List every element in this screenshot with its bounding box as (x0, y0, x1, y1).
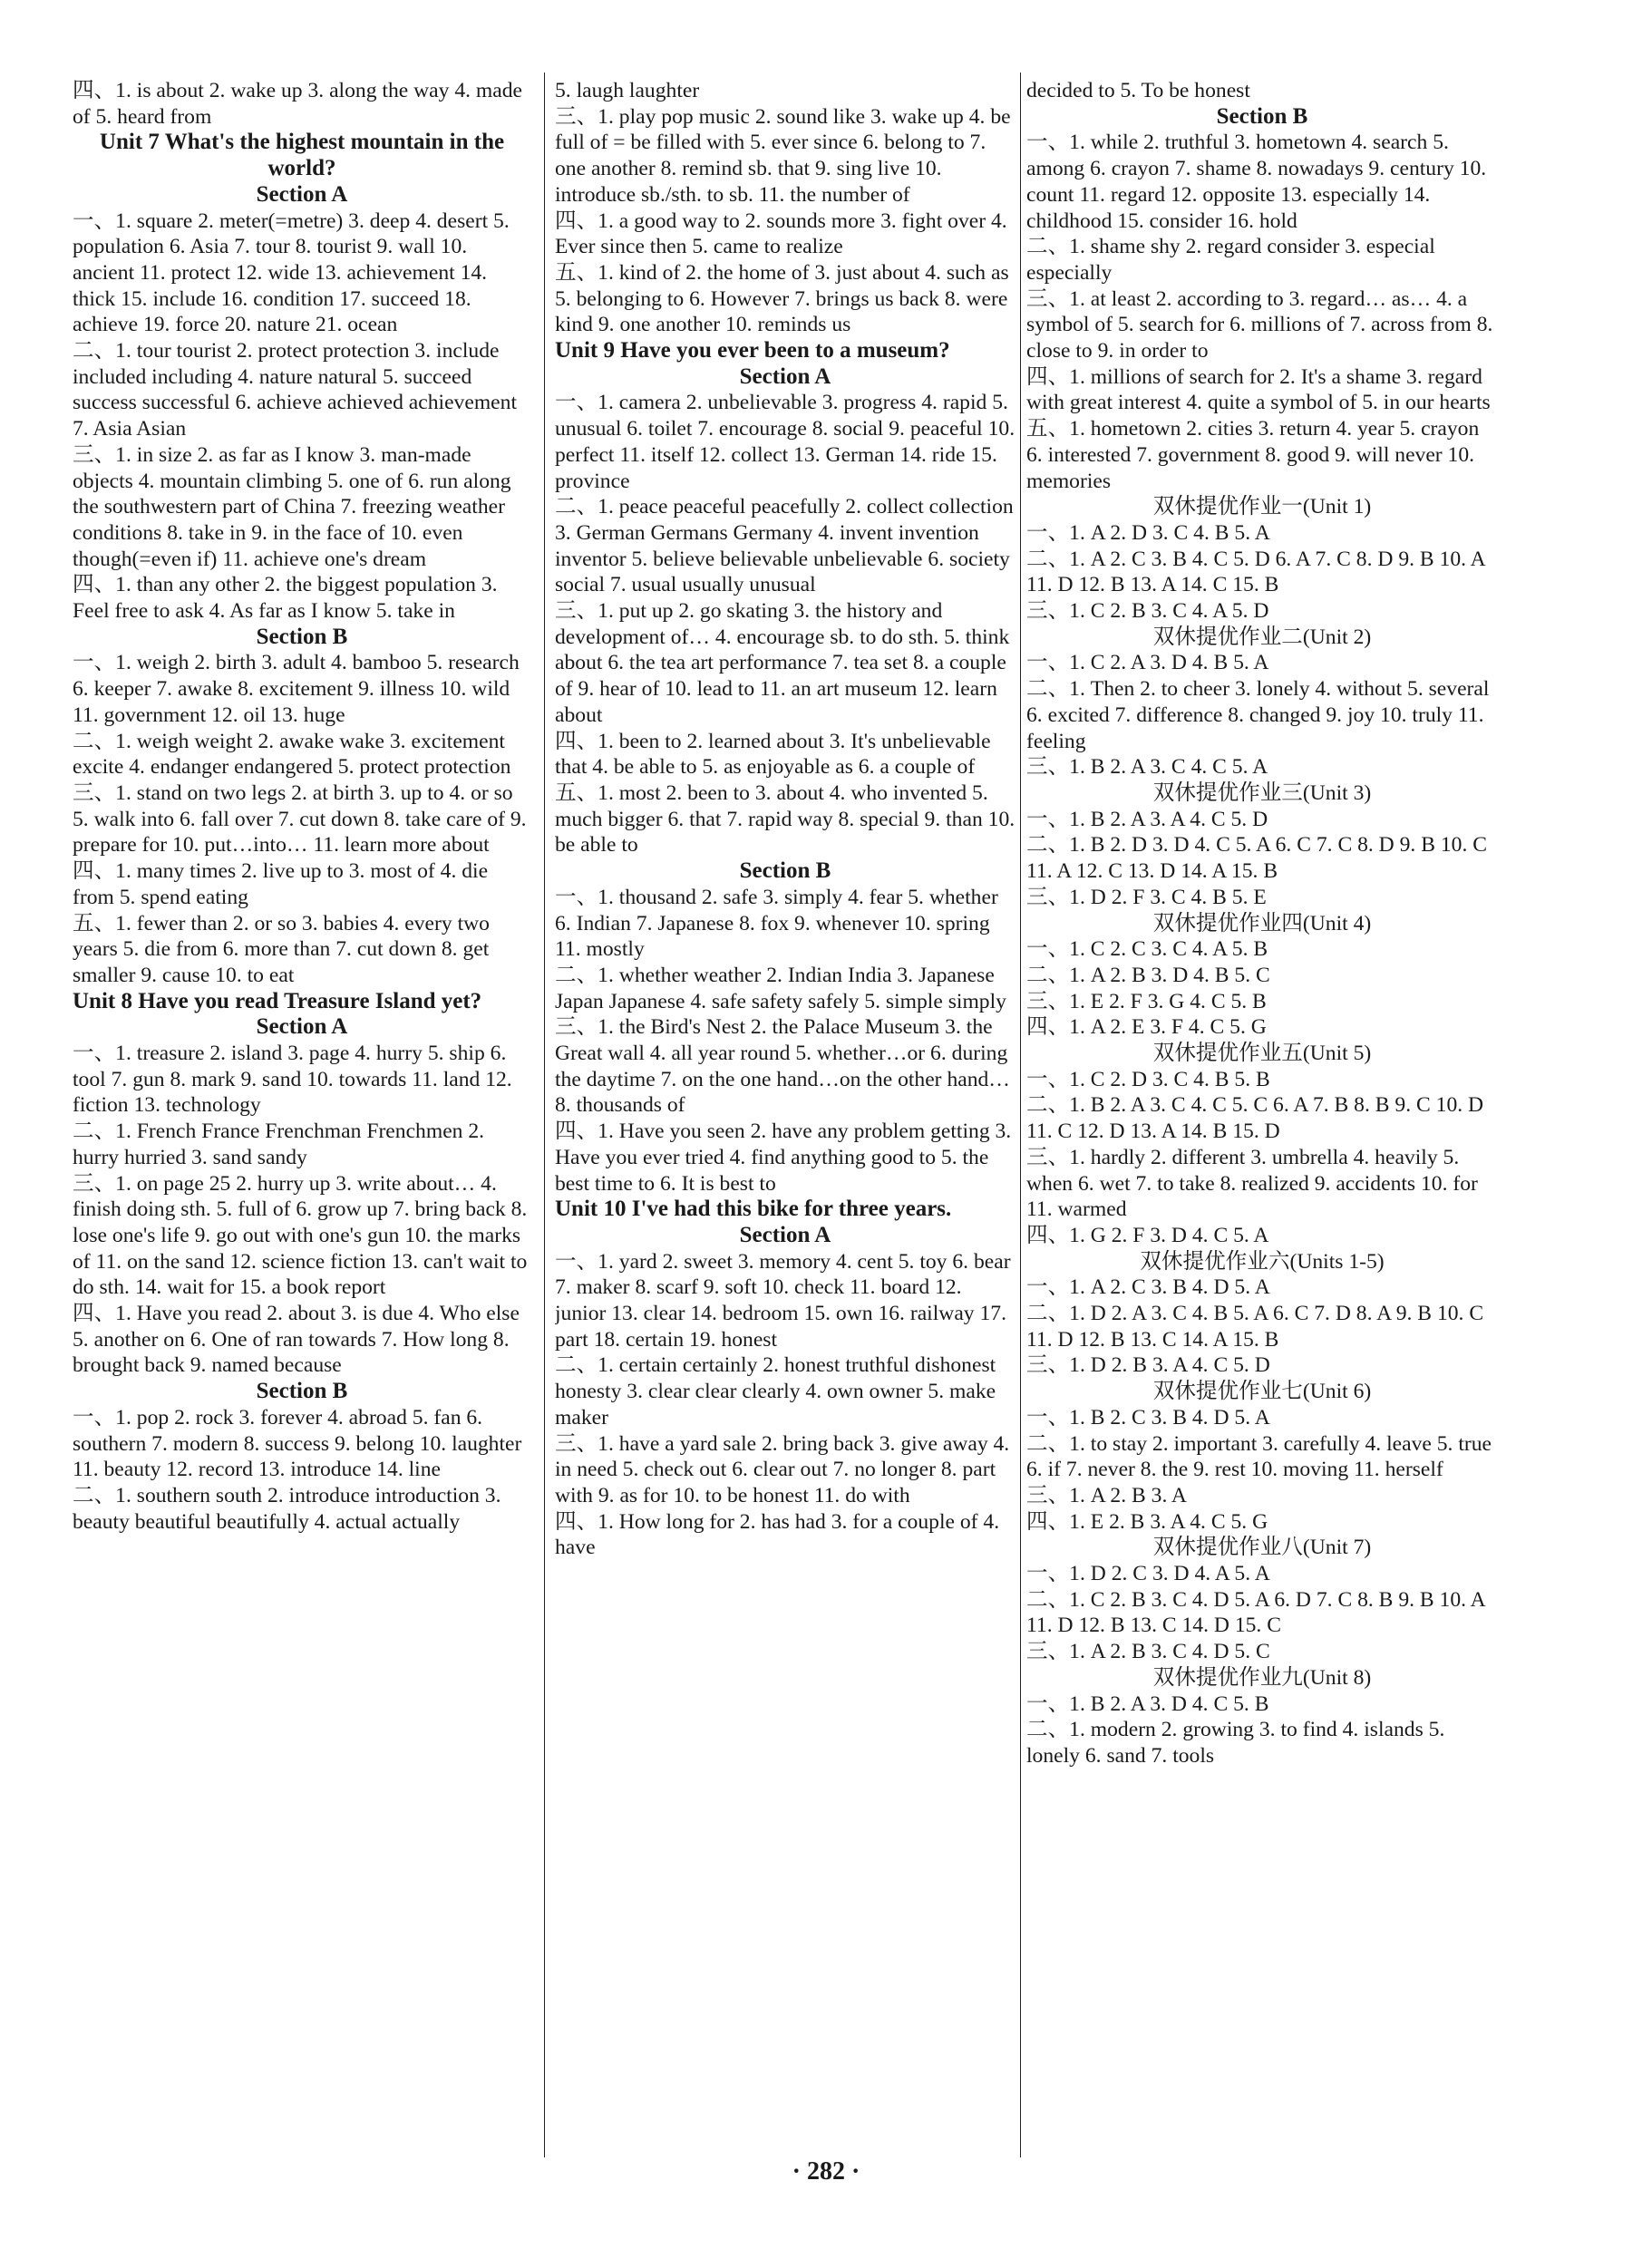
answer-line: 三、1. D 2. B 3. A 4. C 5. D (1026, 1353, 1270, 1378)
answer-line: 一、1. yard 2. sweet 3. memory 4. cent 5. toy 6. bear 7. maker 8. scarf 9. soft 10. check 11. board 12. junior 13. clear 14. bedroom 15. own 16. railway 17. part 18. certain 19. honest (555, 1249, 1011, 1352)
homework-heading: 双休提优作业五(Unit 5) (1152, 1042, 1372, 1066)
column-2 (555, 78, 1015, 2154)
answer-line: 一、1. C 2. D 3. C 4. B 5. B (1026, 1067, 1270, 1091)
answer-line: 五、1. kind of 2. the home of 3. just about 4. such as 5. belonging to 6. However 7. brings us back 8. were kind 9. one another 10. reminds us (555, 260, 1009, 337)
answer-line: 五、1. fewer than 2. or so 3. babies 4. every two years 5. die from 6. more than 7. cut down 8. get smaller 9. cause 10. to eat (73, 911, 490, 987)
answer-line: 一、1. square 2. meter(=metre) 3. deep 4. desert 5. population 6. Asia 7. tour 8. tourist 9. wall 10. ancient 11. protect 12. wide 13. achievement 14. thick 15. include 16. condition 17. succeed 18. achieve 19. force 20. nature 21. ocean (73, 208, 510, 337)
answer-line: 五、1. most 2. been to 3. about 4. who invented 5. much bigger 6. that 7. rapid way 8. special 9. than 10. be able to (555, 780, 1015, 858)
answer-line: 二、1. D 2. A 3. C 4. B 5. A 6. C 7. D 8. A 9. B 10. C 11. D 12. B 13. C 14. A 15. B (1026, 1302, 1484, 1352)
answer-line: 一、1. pop 2. rock 3. forever 4. abroad 5. fan 6. southern 7. modern 8. success 9. belong 10. laughter 11. beauty 12. record 13. introduce 14. line (73, 1405, 522, 1482)
homework-heading: 双休提优作业四(Unit 4) (1152, 911, 1372, 935)
answer-line: 四、1. How long for 2. has had 3. for a couple of 4. have (555, 1509, 1000, 1560)
section-heading: Section A (256, 1014, 348, 1040)
homework-heading: 双休提优作业二(Unit 2) (1152, 625, 1372, 649)
answer-line: 三、1. play pop music 2. sound like 3. wake up 4. be full of = be filled with 5. ever since 6. belong to 7. one another 8. remind sb. that 9. sing live 10. introduce sb./sth. to sb. 11. the number of (555, 104, 1011, 207)
answer-line: 三、1. hardly 2. different 3. umbrella 4. heavily 5. when 6. wet 7. to take 8. realized 9. accidents 10. for 11. warmed (1026, 1145, 1478, 1222)
answer-line: 一、1. A 2. C 3. B 4. D 5. A (1026, 1275, 1270, 1300)
answer-line: 三、1. the Bird's Nest 2. the Palace Museum 3. the Great wall 4. all year round 5. whether…or 6. during the daytime 7. on the one hand…on the other hand… 8. thousands of (555, 1015, 1010, 1118)
answer-line: 四、1. Have you seen 2. have any problem getting 3. Have you ever tried 4. find anything good to 5. the best time to 6. It is best to (555, 1119, 1012, 1196)
answer-line: 三、1. C 2. B 3. C 4. A 5. D (1026, 599, 1269, 624)
column-1 (73, 78, 531, 2154)
answer-line: 三、1. in size 2. as far as I know 3. man-made objects 4. mountain climbing 5. one of 6. run along the southwestern part of China 7. freezing weather conditions 8. take in 9. in the face of 10. even though(=even if) 11. achieve one's dream (73, 442, 511, 571)
answer-line: 三、1. D 2. F 3. C 4. B 5. E (1026, 885, 1267, 909)
answer-line: 四、1. a good way to 2. sounds more 3. fight over 4. Ever since then 5. came to realize (555, 208, 1007, 259)
answer-line: 二、1. certain certainly 2. honest truthful dishonest honesty 3. clear clear clearly 4. own owner 5. make maker (555, 1353, 996, 1430)
answer-line: 一、1. B 2. A 3. D 4. C 5. B (1026, 1691, 1269, 1716)
answer-line: 三、1. A 2. B 3. A (1026, 1483, 1187, 1507)
answer-line: 四、1. many times 2. live up to 3. most of 4. die from 5. spend eating (73, 859, 489, 909)
answer-line: 二、1. C 2. B 3. C 4. D 5. A 6. D 7. C 8. B 9. B 10. A 11. D 12. B 13. C 14. D 15. C (1026, 1587, 1485, 1638)
answer-line: 四、1. millions of search for 2. It's a shame 3. regard with great interest 4. quite a symbol of 5. in our hearts (1026, 364, 1491, 415)
section-heading: Section A (256, 181, 348, 207)
answer-line: 一、1. B 2. C 3. B 4. D 5. A (1026, 1405, 1270, 1430)
homework-heading: 双休提优作业六(Units 1-5) (1140, 1249, 1385, 1274)
answer-line: 二、1. Then 2. to cheer 3. lonely 4. without 5. several 6. excited 7. difference 8. changed 9. joy 10. truly 11. feeling (1026, 677, 1490, 753)
homework-heading: 双休提优作业九(Unit 8) (1152, 1665, 1372, 1690)
section-heading: Section B (739, 858, 831, 884)
answer-line: 三、1. put up 2. go skating 3. the history and development of… 4. encourage sb. to do sth. 5. think about 6. the tea art performance 7. tea set 8. a couple of 9. hear of 10. lead to 11. an art museum 12. learn about (555, 599, 1010, 727)
answer-line: 五、1. hometown 2. cities 3. return 4. year 5. crayon 6. interested 7. government 8. good 9. will never 10. memories (1026, 417, 1480, 493)
answer-line: 二、1. to stay 2. important 3. carefully 4. leave 5. true 6. if 7. never 8. the 9. rest 10. moving 11. herself (1026, 1431, 1492, 1482)
answer-line: 一、1. thousand 2. safe 3. simply 4. fear 5. whether 6. Indian 7. Japanese 8. fox 9. whenever 10. spring 11. mostly (555, 885, 998, 962)
answer-line: 一、1. B 2. A 3. A 4. C 5. D (1026, 807, 1268, 831)
answer-line: 四、1. G 2. F 3. D 4. C 5. A (1026, 1223, 1269, 1247)
answer-line: 三、1. stand on two legs 2. at birth 3. up to 4. or so 5. walk into 6. fall over 7. cut down 8. take care of 9. prepare for 10. put…into… 11. learn more about (73, 780, 527, 858)
answer-line: 二、1. peace peaceful peacefully 2. collect collection 3. German Germans Germany 4. invent invention inventor 5. believe believable unbelievable 6. society social 7. usual usually unusual (555, 495, 1014, 597)
section-heading: Section B (256, 624, 348, 649)
homework-heading: 双休提优作业七(Unit 6) (1152, 1380, 1372, 1404)
unit-heading: Unit 7 What's the highest mountain in the world? (99, 130, 505, 181)
answer-line: 三、1. B 2. A 3. C 4. C 5. A (1026, 755, 1268, 780)
column-divider (544, 73, 545, 2157)
answer-line: 一、1. while 2. truthful 3. hometown 4. search 5. among 6. crayon 7. shame 8. nowadays 9. century 10. count 11. regard 12. opposite 13. especially 14. childhood 15. consider 16. hold (1026, 131, 1487, 233)
section-heading: Section A (739, 1222, 831, 1247)
homework-heading: 双休提优作业三(Unit 3) (1152, 780, 1372, 805)
answer-line: 三、1. have a yard sale 2. bring back 3. give away 4. in need 5. check out 6. clear out 7. no longer 8. part with 9. as for 10. to be honest 11. do with (555, 1431, 1010, 1507)
unit-heading: Unit 9 Have you ever been to a museum? (555, 338, 950, 363)
answer-line: 二、1. modern 2. growing 3. to find 4. islands 5. lonely 6. sand 7. tools (1026, 1718, 1445, 1768)
homework-heading: 双休提优作业一(Unit 1) (1152, 495, 1372, 519)
answer-line: 一、1. treasure 2. island 3. page 4. hurry 5. ship 6. tool 7. gun 8. mark 9. sand 10. towards 11. land 12. fiction 13. technology (73, 1042, 512, 1118)
answer-line: decided to 5. To be honest (1026, 79, 1250, 102)
answer-line: 一、1. C 2. A 3. D 4. B 5. A (1026, 651, 1269, 675)
section-heading: Section A (739, 363, 831, 389)
answer-line: 四、1. A 2. E 3. F 4. C 5. G (1026, 1015, 1267, 1040)
page-number: · 282 · (792, 2157, 860, 2186)
answer-line: 一、1. D 2. C 3. D 4. A 5. A (1026, 1562, 1270, 1586)
answer-line: 二、1. shame shy 2. regard consider 3. especial especially (1026, 235, 1435, 285)
homework-heading: 双休提优作业八(Unit 7) (1152, 1536, 1372, 1560)
answer-line: 二、1. whether weather 2. Indian India 3. Japanese Japan Japanese 4. safe safety safely 5. simple simply (555, 963, 1006, 1013)
answer-line: 二、1. B 2. A 3. C 4. C 5. C 6. A 7. B 8. B 9. C 10. D 11. C 12. D 13. A 14. B 15. D (1026, 1093, 1484, 1144)
answer-line: 5. laugh laughter (555, 79, 700, 102)
answer-line: 一、1. weigh 2. birth 3. adult 4. bamboo 5. research 6. keeper 7. awake 8. excitement 9. illness 10. wild 11. government 12. oil 13. huge (73, 651, 520, 727)
column-divider (1020, 73, 1021, 2157)
answer-line: 二、1. southern south 2. introduce introduction 3. beauty beautiful beautifully 4. actual actually (73, 1483, 501, 1534)
unit-heading: Unit 8 Have you read Treasure Island yet? (73, 988, 482, 1013)
answer-line: 一、1. A 2. D 3. C 4. B 5. A (1026, 520, 1270, 545)
answer-line: 二、1. tour tourist 2. protect protection 3. include included including 4. nature natural 5. succeed success successful 6. achieve achieved achievement 7. Asia Asian (73, 339, 517, 441)
answer-line: 二、1. weigh weight 2. awake wake 3. excitement excite 4. endanger endangered 5. protect protection (73, 729, 511, 780)
answer-line: 四、1. E 2. B 3. A 4. C 5. G (1026, 1509, 1268, 1534)
answer-line: 三、1. E 2. F 3. G 4. C 5. B (1026, 989, 1267, 1013)
answer-line: 四、1. is about 2. wake up 3. along the way 4. made of 5. heard from (73, 79, 523, 129)
answer-line: 二、1. French France Frenchman Frenchmen 2. hurry hurried 3. sand sandy (73, 1119, 485, 1169)
answer-line: 二、1. A 2. B 3. D 4. B 5. C (1026, 963, 1270, 987)
answer-line: 三、1. on page 25 2. hurry up 3. write about… 4. finish doing sth. 5. full of 6. grow up 7. bring back 8. lose one's life 9. go out with one's gun 10. the marks of 11. on the sand 12. science fiction 13. can't wait to do sth. 14. wait for 15. a book report (73, 1171, 528, 1300)
answer-line: 四、1. been to 2. learned about 3. It's unbelievable that 4. be able to 5. as enjoyable as 6. a couple of (555, 729, 991, 780)
answer-line: 四、1. than any other 2. the biggest population 3. Feel free to ask 4. As far as I know 5. take in (73, 573, 498, 624)
answer-line: 一、1. C 2. C 3. C 4. A 5. B (1026, 937, 1268, 962)
answer-line: 三、1. A 2. B 3. C 4. D 5. C (1026, 1640, 1270, 1664)
unit-heading: Unit 10 I've had this bike for three years. (555, 1197, 952, 1222)
answer-line: 二、1. A 2. C 3. B 4. C 5. D 6. A 7. C 8. D 9. B 10. A 11. D 12. B 13. A 14. C 15. B (1026, 547, 1485, 597)
answer-line: 一、1. camera 2. unbelievable 3. progress 4. rapid 5. unusual 6. toilet 7. encourage 8. social 9. peaceful 10. perfect 11. itself 12. collect 13. German 14. ride 15. province (555, 391, 1015, 493)
answer-line: 二、1. B 2. D 3. D 4. C 5. A 6. C 7. C 8. D 9. B 10. C 11. A 12. C 13. D 14. A 15. B (1026, 833, 1487, 884)
answer-line: 三、1. at least 2. according to 3. regard… as… 4. a symbol of 5. search for 6. millions of 7. across from 8. close to 9. in order to (1026, 286, 1493, 363)
answer-line: 四、1. Have you read 2. about 3. is due 4. Who else 5. another on 6. One of ran towards 7. How long 8. brought back 9. named because (73, 1302, 520, 1378)
section-heading: Section B (256, 1379, 348, 1404)
column-3 (1026, 78, 1498, 2154)
section-heading: Section B (1216, 103, 1308, 129)
